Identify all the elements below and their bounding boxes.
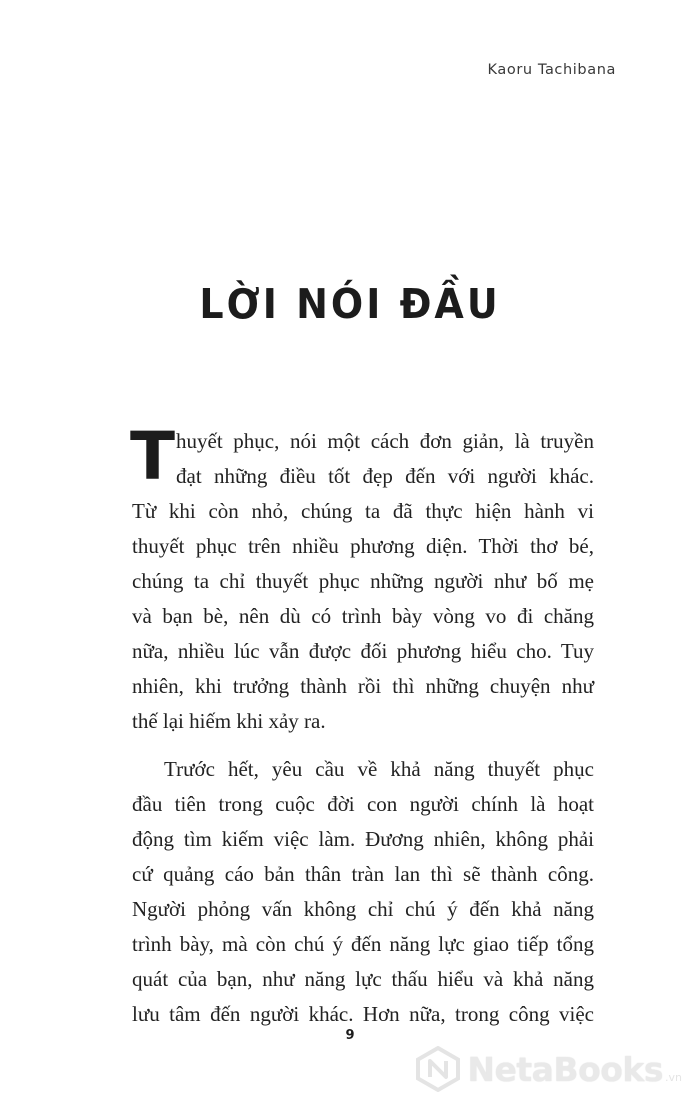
text-line: nhiên, khi trưởng thành rồi thì những chuyện như (132, 674, 594, 698)
paragraph-1 (130, 418, 594, 739)
text-line: thuyết phục trên nhiều phương diện. Thời thơ bé, (132, 534, 594, 558)
netabooks-logo-icon (415, 1046, 461, 1092)
text-line: đạt những điều tốt đẹp đến với người khác. (176, 464, 594, 488)
text-line: và bạn bè, nên dù có trình bày vòng vo đi chăng (132, 604, 594, 628)
chapter-title: LỜI NÓI ĐẦU (199, 280, 501, 328)
text-line: cứ quảng cáo bản thân tràn lan thì sẽ thành công. (132, 862, 594, 886)
text-line: lưu tâm đến người khác. Hơn nữa, trong công việc (132, 1002, 594, 1026)
paragraph-gap (132, 739, 594, 752)
text-line: chúng ta chỉ thuyết phục những người như bố mẹ (132, 569, 594, 593)
text-line: thế lại hiếm khi xảy ra. (132, 709, 326, 733)
text-line: Trước hết, yêu cầu về khả năng thuyết phục (164, 757, 594, 781)
text-line: động tìm kiếm việc làm. Đương nhiên, không phải (132, 827, 594, 851)
text-line: đầu tiên trong cuộc đời con người chính là hoạt (132, 792, 594, 816)
watermark (415, 1046, 682, 1092)
drop-cap: T (130, 418, 176, 495)
watermark-brand: NetaBooks (467, 1049, 664, 1089)
text-line: quát của bạn, như năng lực thấu hiểu và khả năng (132, 967, 594, 991)
body-text (130, 418, 594, 1032)
watermark-suffix: .vn (665, 1071, 682, 1084)
text-line: huyết phục, nói một cách đơn giản, là truyền (176, 429, 594, 453)
text-line: trình bày, mà còn chú ý đến năng lực giao tiếp tổng (132, 932, 594, 956)
text-line: nữa, nhiều lúc vẫn được đối phương hiểu cho. Tuy (132, 639, 594, 663)
text-line: Từ khi còn nhỏ, chúng ta đã thực hiện hành vi (132, 499, 594, 523)
running-head-author: Kaoru Tachibana (487, 62, 616, 78)
page-number: 9 (345, 1028, 355, 1043)
paragraph-2 (132, 752, 594, 1032)
text-line: Người phỏng vấn không chỉ chú ý đến khả năng (132, 897, 594, 921)
